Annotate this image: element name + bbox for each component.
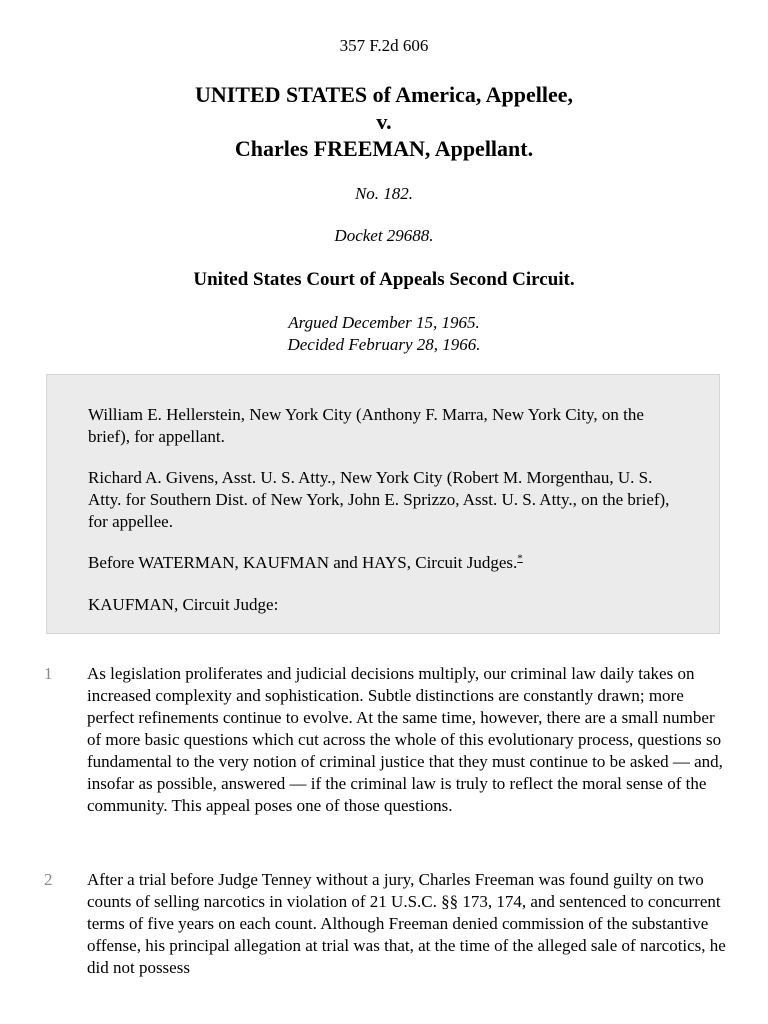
court-name: United States Court of Appeals Second Circuit. — [193, 269, 575, 290]
decided-date: Decided February 28, 1966. — [287, 335, 481, 354]
footnote-link[interactable]: * — [517, 552, 523, 565]
caption-appellee: UNITED STATES of America, Appellee, — [194, 82, 574, 107]
paragraph-text: As legislation proliferates and judicial decisions multiply, our criminal law daily takes on increased complexity and sophistication. Subtle distinctions are constantly drawn; more perfect refinements continue to evolve. At the same time, however, there are a small number of more basic questions which cut across the whole of this evolutionary process, questions so fundamental to the very notion of criminal justice that they must continue to be asked — and, insofar as possible, answered — if the criminal law is truly to reflect the moral sense of the community. This appeal poses one of those questions. — [87, 664, 723, 815]
docket-number: Docket 29688. — [334, 226, 434, 245]
panel-judges — [88, 552, 688, 574]
appellant-counsel: William E. Hellerstein, New York City (Anthony F. Marra, New York City, on the brief), for appellant. — [88, 405, 644, 446]
panel-judges-text: Before WATERMAN, KAUFMAN and HAYS, Circuit Judges. — [88, 553, 518, 572]
caption-versus: v. — [376, 109, 392, 134]
paragraph-number: 2 — [44, 870, 53, 889]
case-citation: 357 F.2d 606 — [339, 36, 429, 55]
paragraph-text: After a trial before Judge Tenney without a jury, Charles Freeman was found guilty on two counts of selling narcotics in violation of 21 U.S.C. §§ 173, 174, and sentenced to concurrent terms of five years on each count. Although Freeman denied commission of the substantive offense, his principal allegation at trial was that, at the time of the alleged sale of narcotics, he did not possess — [87, 870, 726, 977]
counsel-panel — [46, 374, 720, 634]
case-number: No. 182. — [354, 184, 414, 203]
case-caption — [0, 81, 768, 162]
appellee-counsel: Richard A. Givens, Asst. U. S. Atty., New York City (Robert M. Morgenthau, U. S. Atty. for Southern Dist. of New York, John E. Sprizzo, Asst. U. S. Atty., on the brief), for appellee. — [88, 468, 670, 531]
caption-appellant: Charles FREEMAN, Appellant. — [234, 136, 534, 161]
opinion-author: KAUFMAN, Circuit Judge: — [88, 595, 279, 614]
paragraph-number: 1 — [44, 664, 53, 683]
argued-date: Argued December 15, 1965. — [288, 313, 480, 332]
case-dates — [0, 312, 768, 356]
